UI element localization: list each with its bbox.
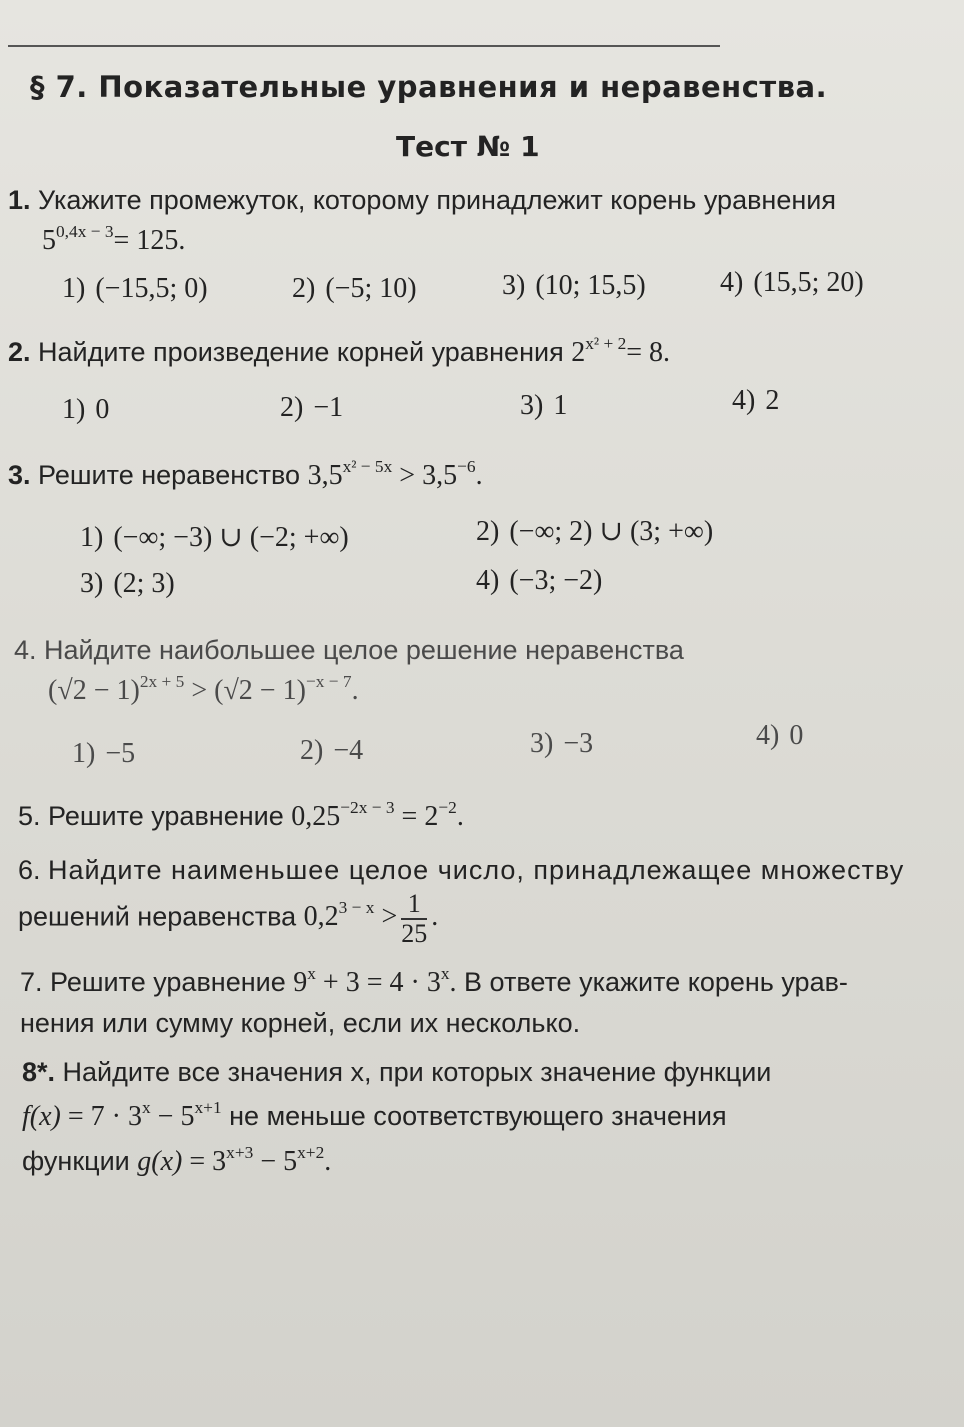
task-8 — [22, 1050, 964, 1184]
task-equation: $9^x + 3 = 4 \cdot 3^x$. — [293, 963, 457, 998]
task-text: Найдите все значения x, при которых значение функции — [62, 1057, 772, 1087]
task-number: 6. — [18, 855, 41, 885]
task-2 — [8, 332, 954, 373]
task-text-continued: решений неравенства — [18, 901, 297, 932]
function-g: $g(x) = 3^{x+3} - 5^{x+2}$. — [137, 1142, 332, 1177]
task-equation: $5^{0,4x - 3}= 125$. — [42, 221, 186, 256]
task-text-continued: функции — [22, 1146, 130, 1176]
task-text-continued: нения или сумму корней, если их несколько. — [20, 1008, 581, 1038]
option-3[interactable]: 3) −3 — [530, 728, 594, 759]
option-1[interactable]: 1) −5 — [72, 738, 136, 769]
option-2[interactable]: 2) (−∞; 2) ∪ (3; +∞) — [476, 516, 714, 547]
option-4[interactable]: 4) 2 — [732, 385, 780, 416]
task-equation: $3,5^{x^2 - 5x} > 3,5^{-6}$. — [307, 456, 483, 491]
task-number: 1. — [8, 185, 31, 215]
task-7 — [20, 962, 964, 1043]
task-text: Решите уравнение — [48, 801, 284, 831]
task-number: 3. — [8, 460, 31, 490]
option-1[interactable]: 1) 0 — [62, 394, 110, 425]
section-title: § 7. Показательные уравнения и неравенства. — [30, 70, 828, 104]
option-2[interactable]: 2) (−5; 10) — [292, 273, 417, 304]
task-number: 2. — [8, 337, 31, 367]
option-3[interactable]: 3) (10; 15,5) — [502, 270, 646, 301]
top-rule — [8, 45, 720, 47]
task-number: 5. — [18, 801, 41, 831]
task-text-middle: не меньше соответствующего значения — [229, 1101, 727, 1131]
task-equation: $0,25^{-2x - 3} = 2^{-2}$. — [291, 797, 464, 832]
option-4[interactable]: 4) (15,5; 20) — [720, 267, 864, 298]
task-3 — [8, 455, 954, 496]
option-2[interactable]: 2) −1 — [280, 392, 344, 423]
option-2[interactable]: 2) −4 — [300, 735, 364, 766]
option-1[interactable]: 1) (−∞; −3) ∪ (−2; +∞) — [80, 522, 349, 553]
task-5 — [18, 796, 964, 837]
task-text: Найдите произведение корней уравнения — [38, 337, 564, 367]
function-f: $f(x) = 7 \cdot 3^x - 5^{x+1}$ — [22, 1097, 222, 1132]
option-4[interactable]: 4) 0 — [756, 720, 804, 751]
task-6 — [18, 850, 964, 948]
test-title: Тест № 1 — [396, 130, 540, 163]
task-equation: $(√2 - 1)^{2x + 5} > (√2 - 1)^{-x - 7}$. — [48, 671, 359, 706]
task-equation: $2^{x^2 + 2}= 8$. — [571, 333, 671, 368]
task-number: 4. — [14, 635, 37, 665]
task-text: Найдите наибольшее целое решение неравенства — [44, 635, 684, 665]
task-4 — [14, 630, 960, 711]
task-number: 8*. — [22, 1057, 56, 1087]
task-text: Решите неравенство — [38, 460, 301, 490]
fraction: $\frac{1}{25}$ — [401, 889, 428, 948]
task-equation: $0,2^{3 - x}$ > $\frac{1}{25}$ . — [303, 889, 439, 948]
task-1 — [8, 180, 954, 261]
task-text-after: В ответе укажите корень урав- — [464, 967, 848, 997]
task-number: 7. — [20, 967, 43, 997]
task-text: Решите уравнение — [50, 967, 286, 997]
option-4[interactable]: 4) (−3; −2) — [476, 565, 603, 596]
task-text: Найдите наименьшее целое число, принадлежащее множеству — [48, 855, 905, 885]
option-1[interactable]: 1) (−15,5; 0) — [62, 273, 208, 304]
task-text: Укажите промежуток, которому принадлежит корень уравнения — [38, 185, 836, 215]
option-3[interactable]: 3) (2; 3) — [80, 568, 175, 599]
option-3[interactable]: 3) 1 — [520, 390, 568, 421]
